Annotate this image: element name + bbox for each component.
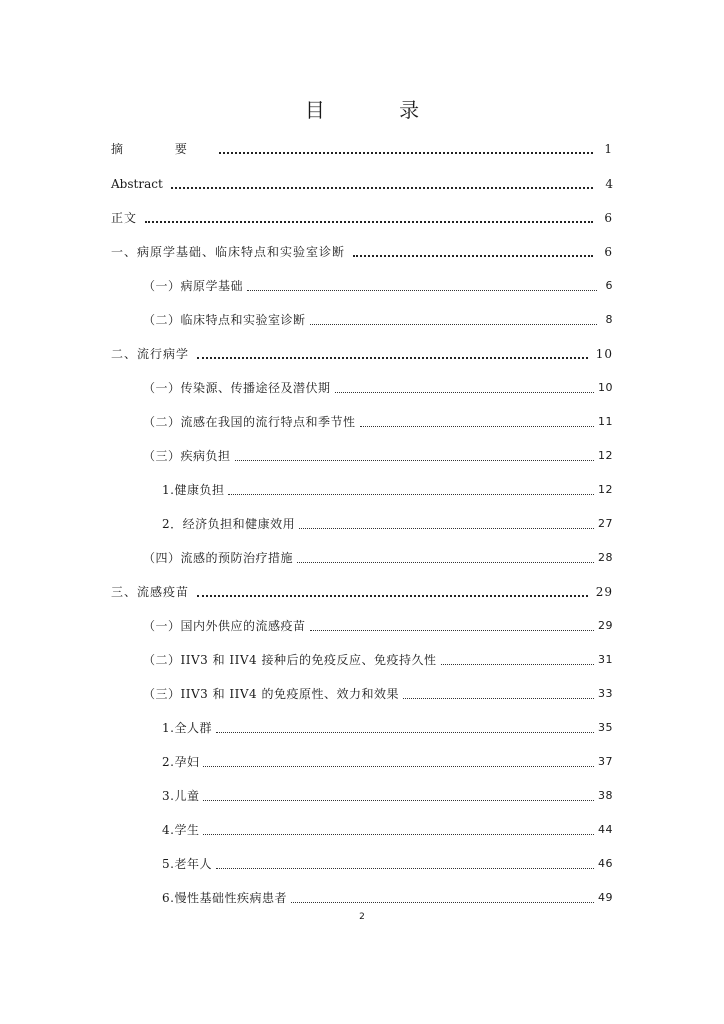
toc-leader: [203, 790, 594, 801]
toc-entry-page: 29: [598, 619, 613, 632]
toc-entry-page: 10: [595, 347, 613, 361]
toc-entry-page: 46: [598, 857, 613, 870]
toc-leader: [203, 756, 594, 767]
footer-page-number: 2: [359, 912, 365, 922]
toc-entry-label: （一）国内外供应的流感疫苗: [143, 619, 306, 633]
toc-entry-label: （三）疾病负担: [143, 449, 231, 463]
toc-entry-section-2-2[interactable]: [143, 412, 613, 430]
toc-entry-section-2[interactable]: [111, 344, 613, 362]
toc-entry-page: 11: [598, 415, 613, 428]
toc-entry-label: 1.全人群: [162, 721, 212, 735]
toc-entry-page: 37: [598, 755, 613, 768]
toc-entry-page: 33: [598, 687, 613, 700]
toc-entry-label: （一）传染源、传播途径及潜伏期: [143, 381, 331, 395]
toc-entry-section-1[interactable]: [111, 242, 613, 260]
toc-leader: [219, 142, 593, 154]
toc-entry-label: 6.慢性基础性疾病患者: [162, 891, 287, 905]
toc-leader: [403, 688, 594, 699]
toc-entry-label: 5.老年人: [162, 857, 212, 871]
toc-entry-label: 一、病原学基础、临床特点和实验室诊断: [111, 245, 346, 259]
toc-leader: [247, 280, 597, 291]
toc-leader: [291, 892, 594, 903]
toc-entry-section-2-3-2[interactable]: [162, 514, 613, 532]
toc-entry-page: 10: [598, 381, 613, 394]
toc-entry-section-2-1[interactable]: [143, 378, 613, 396]
toc-entry-label: 三、流感疫苗: [111, 585, 190, 599]
toc-leader: [335, 382, 594, 393]
toc-leader: [203, 824, 594, 835]
toc-entry-section-3-3[interactable]: [143, 684, 613, 702]
toc-entry-section-3-3-2[interactable]: [162, 752, 613, 770]
page-title: 目 录: [304, 98, 454, 122]
toc-entry-label: 二、流行病学: [111, 347, 190, 361]
toc-leader: [216, 722, 594, 733]
toc-leader: [197, 585, 588, 597]
toc-entry-section-2-4[interactable]: [143, 548, 613, 566]
toc-entry-label: 摘 要: [111, 142, 211, 156]
toc-leader: [197, 347, 588, 359]
toc-entry-label: （三）IIV3 和 IIV4 的免疫原性、效力和效果: [143, 687, 400, 701]
toc-entry-page: 35: [598, 721, 613, 734]
toc-entry-section-1-2[interactable]: [143, 310, 613, 328]
toc-entry-section-3-2[interactable]: [143, 650, 613, 668]
toc-entry-main-text[interactable]: [111, 208, 613, 226]
toc-entry-page: 6: [604, 211, 613, 225]
toc-leader: [216, 858, 594, 869]
toc-entry-section-3-3-3[interactable]: [162, 786, 613, 804]
toc-entry-page: 44: [598, 823, 613, 836]
toc-entry-section-1-1[interactable]: [143, 276, 613, 294]
toc-leader: [235, 450, 594, 461]
toc-entry-page: 12: [598, 483, 613, 496]
toc-leader: [171, 177, 593, 189]
toc-entry-abstract-cn[interactable]: [111, 139, 613, 157]
toc-entry-section-3-3-4[interactable]: [162, 820, 613, 838]
toc-entry-section-3-3-1[interactable]: [162, 718, 613, 736]
toc-entry-label: 2．经济负担和健康效用: [162, 517, 296, 531]
toc-leader: [228, 484, 594, 495]
toc-entry-section-2-3-1[interactable]: [162, 480, 613, 498]
toc-entry-section-3-3-5[interactable]: [162, 854, 613, 872]
toc-entry-label: 4.学生: [162, 823, 200, 837]
toc-entry-page: 12: [598, 449, 613, 462]
toc-entry-label: （二）IIV3 和 IIV4 接种后的免疫反应、免疫持久性: [143, 653, 437, 667]
toc-entry-page: 1: [604, 142, 613, 156]
toc-entry-page: 27: [598, 517, 613, 530]
toc-entry-label: Abstract: [111, 177, 163, 191]
toc-entry-label: 2.孕妇: [162, 755, 200, 769]
toc-leader: [441, 654, 594, 665]
toc-entry-page: 29: [595, 585, 613, 599]
toc-entry-page: 4: [605, 177, 613, 191]
toc-entry-label: 正文: [111, 211, 138, 225]
toc-entry-label: （四）流感的预防治疗措施: [143, 551, 294, 565]
toc-entry-section-2-3[interactable]: [143, 446, 613, 464]
toc-entry-page: 8: [605, 313, 613, 326]
toc-leader: [297, 552, 594, 563]
toc-entry-page: 28: [598, 551, 613, 564]
toc-leader: [353, 245, 593, 257]
toc-entry-section-3-1[interactable]: [143, 616, 613, 634]
toc-entry-abstract-en[interactable]: [111, 174, 613, 192]
toc-entry-page: 6: [605, 279, 613, 292]
toc-entry-label: 3.儿童: [162, 789, 200, 803]
toc-entry-label: （二）临床特点和实验室诊断: [143, 313, 306, 327]
toc-leader: [360, 416, 594, 427]
toc-entry-page: 6: [604, 245, 613, 259]
toc-entry-page: 31: [598, 653, 613, 666]
toc-entry-page: 38: [598, 789, 613, 802]
toc-leader: [310, 620, 594, 631]
toc-entry-label: （二）流感在我国的流行特点和季节性: [143, 415, 356, 429]
toc-entry-label: （一）病原学基础: [143, 279, 244, 293]
toc-leader: [310, 314, 597, 325]
toc-leader: [299, 518, 594, 529]
toc-entry-label: 1.健康负担: [162, 483, 225, 497]
toc-leader: [145, 211, 593, 223]
toc-entry-section-3-3-6[interactable]: [162, 888, 613, 906]
toc-entry-section-3[interactable]: [111, 582, 613, 600]
toc-entry-page: 49: [598, 891, 613, 904]
